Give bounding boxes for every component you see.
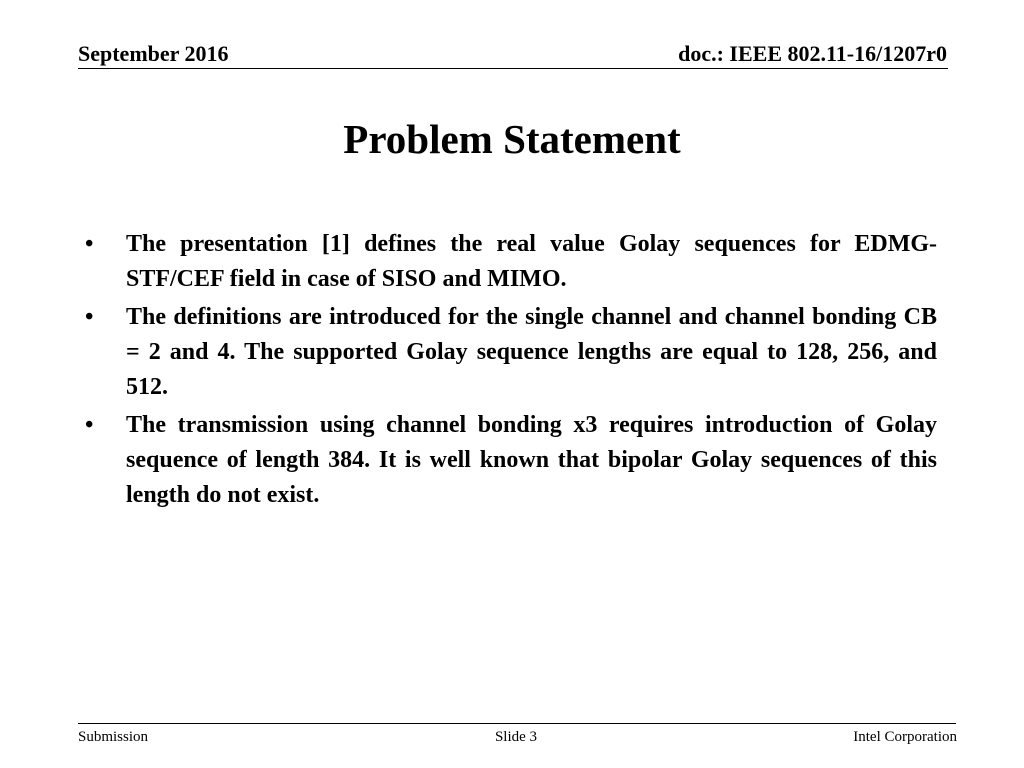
header-date: September 2016 (78, 41, 229, 66)
footer-slide-number: Slide 3 (494, 729, 538, 745)
bullet-text: The transmission using channel bonding x3 requires introduction of Golay sequence of length 384. It is well known that bipolar Golay sequences of this length do not exist. (126, 412, 937, 508)
bullet-icon: • (85, 304, 94, 330)
slide-title: Problem Statement (343, 116, 681, 162)
bullet-item (85, 300, 937, 405)
bullet-text: The presentation [1] defines the real value Golay sequences for EDMG-STF/CEF field in case of SISO and MIMO. (126, 231, 937, 292)
footer-divider (78, 723, 956, 724)
footer-company: Intel Corporation (853, 729, 957, 745)
bullet-icon: • (85, 231, 94, 257)
bullet-icon: • (85, 412, 94, 438)
header-doc-id: doc.: IEEE 802.11-16/1207r0 (678, 41, 947, 66)
footer-submission: Submission (78, 729, 149, 745)
bullet-text: The definitions are introduced for the single channel and channel bonding CB = 2 and 4. The supported Golay sequence lengths are equal to 128, 256, and 512. (126, 304, 937, 400)
bullet-item (85, 408, 937, 513)
bullet-item (85, 227, 937, 297)
header-divider (78, 68, 948, 69)
bullet-list (85, 227, 937, 516)
